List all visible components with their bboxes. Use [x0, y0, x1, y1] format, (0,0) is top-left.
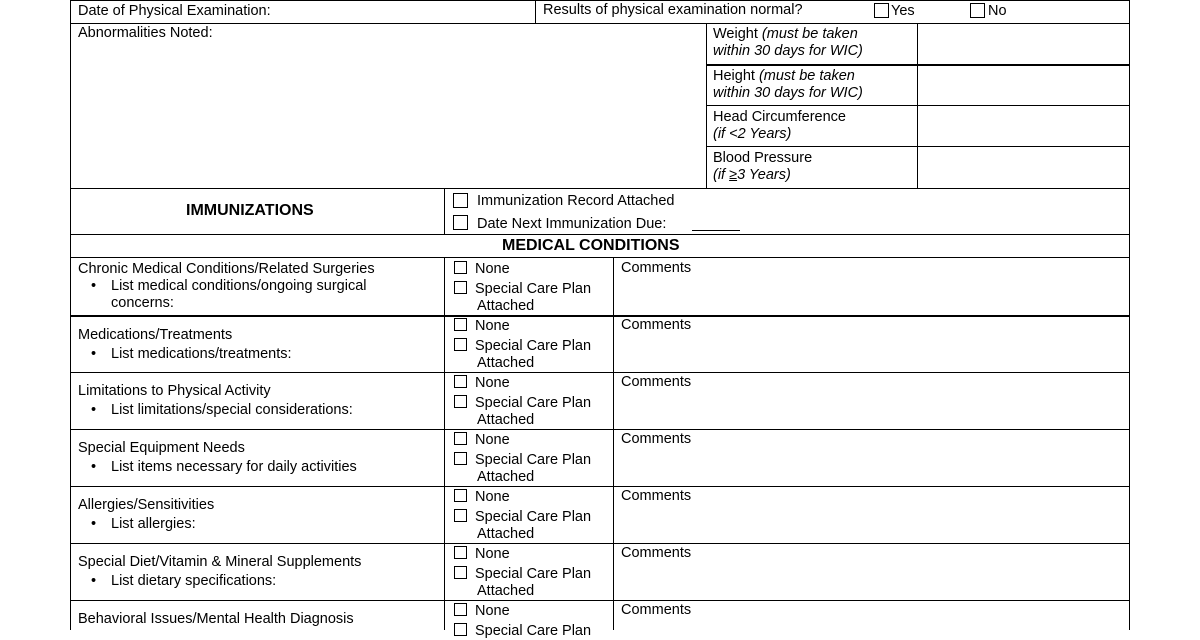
comments-label: Comments [621, 431, 692, 447]
comments-label: Comments [621, 602, 692, 618]
blood-pressure-label: Blood Pressure (if ≥3 Years) [713, 150, 813, 183]
yes-label: Yes [891, 3, 915, 19]
yes-checkbox[interactable] [874, 3, 889, 18]
next-immunization-label: Date Next Immunization Due: [477, 216, 667, 232]
blood-pressure-field[interactable] [920, 150, 1125, 185]
none-checkbox[interactable] [454, 375, 467, 388]
condition-row-diet [78, 554, 361, 590]
next-immunization-checkbox[interactable] [453, 215, 468, 230]
comments-label: Comments [621, 317, 692, 333]
care-plan-label: Special Care Plan Attached [475, 566, 592, 599]
condition-title: Medications/Treatments [78, 327, 233, 343]
none-label: None [475, 375, 510, 391]
care-plan-checkbox[interactable] [454, 623, 467, 636]
condition-title: Behavioral Issues/Mental Health Diagnosis [78, 611, 354, 627]
condition-row-allergies [78, 497, 214, 533]
condition-title: Allergies/Sensitivities [78, 497, 215, 513]
condition-title: Special Equipment Needs [78, 440, 245, 456]
none-label: None [475, 432, 510, 448]
care-plan-checkbox[interactable] [454, 338, 467, 351]
condition-row-chronic [78, 261, 375, 312]
none-checkbox[interactable] [454, 489, 467, 502]
none-checkbox[interactable] [454, 546, 467, 559]
none-label: None [475, 603, 510, 619]
care-plan-checkbox[interactable] [454, 509, 467, 522]
comments-label: Comments [621, 374, 692, 390]
head-circumference-label: Head Circumference (if <2 Years) [713, 109, 846, 142]
exam-results-label: Results of physical examination normal? [543, 2, 803, 18]
condition-bullet: • List limitations/special considerations: [111, 402, 353, 419]
care-plan-checkbox[interactable] [454, 566, 467, 579]
condition-row-limitations [78, 383, 353, 419]
head-circumference-field[interactable] [920, 109, 1125, 144]
comments-label: Comments [621, 260, 692, 276]
next-immunization-date-field[interactable] [692, 230, 740, 231]
care-plan-label: Special Care Plan Attached [475, 338, 592, 371]
comments-label: Comments [621, 545, 692, 561]
condition-title: Chronic Medical Conditions/Related Surgeries [78, 261, 375, 277]
medical-conditions-heading: MEDICAL CONDITIONS [502, 237, 680, 254]
none-checkbox[interactable] [454, 432, 467, 445]
condition-title: Special Diet/Vitamin & Mineral Supplements [78, 554, 362, 570]
none-label: None [475, 489, 510, 505]
condition-row-medications [78, 327, 292, 363]
exam-date-label: Date of Physical Examination: [78, 3, 271, 19]
none-label: None [475, 546, 510, 562]
condition-bullet-cont: concerns: [111, 295, 174, 311]
none-label: None [475, 261, 510, 277]
abnormalities-field[interactable] [80, 44, 695, 184]
height-label: Height (must be taken within 30 days for WIC) [713, 68, 863, 101]
none-checkbox[interactable] [454, 603, 467, 616]
care-plan-label: Special Care Plan Attached [475, 281, 592, 314]
no-checkbox[interactable] [970, 3, 985, 18]
abnormalities-label: Abnormalities Noted: [78, 25, 213, 41]
none-checkbox[interactable] [454, 261, 467, 274]
care-plan-checkbox[interactable] [454, 452, 467, 465]
comments-label: Comments [621, 488, 692, 504]
immunization-record-checkbox[interactable] [453, 193, 468, 208]
condition-row-behavioral [78, 611, 354, 628]
weight-label: Weight (must be taken within 30 days for WIC) [713, 26, 863, 59]
care-plan-label: Special Care Plan Attached [475, 452, 592, 485]
weight-field[interactable] [920, 26, 1125, 62]
care-plan-label: Special Care Plan Attached [475, 509, 592, 542]
condition-title: Limitations to Physical Activity [78, 383, 271, 399]
care-plan-checkbox[interactable] [454, 395, 467, 408]
condition-bullet: • List allergies: [111, 516, 247, 533]
condition-bullet: • List medical conditions/ongoing surgical [111, 278, 408, 295]
height-field[interactable] [920, 68, 1125, 103]
care-plan-checkbox[interactable] [454, 281, 467, 294]
care-plan-label: Special Care Plan Attached [475, 395, 592, 428]
immunizations-heading: IMMUNIZATIONS [186, 202, 314, 219]
condition-bullet: • List medications/treatments: [111, 346, 292, 363]
immunization-record-label: Immunization Record Attached [477, 193, 675, 209]
none-label: None [475, 318, 510, 334]
care-plan-label: Special Care Plan [475, 623, 592, 639]
condition-row-equipment [78, 440, 357, 476]
none-checkbox[interactable] [454, 318, 467, 331]
condition-bullet: • List items necessary for daily activities [111, 459, 357, 476]
no-label: No [988, 3, 1007, 19]
condition-bullet: • List dietary specifications: [111, 573, 394, 590]
